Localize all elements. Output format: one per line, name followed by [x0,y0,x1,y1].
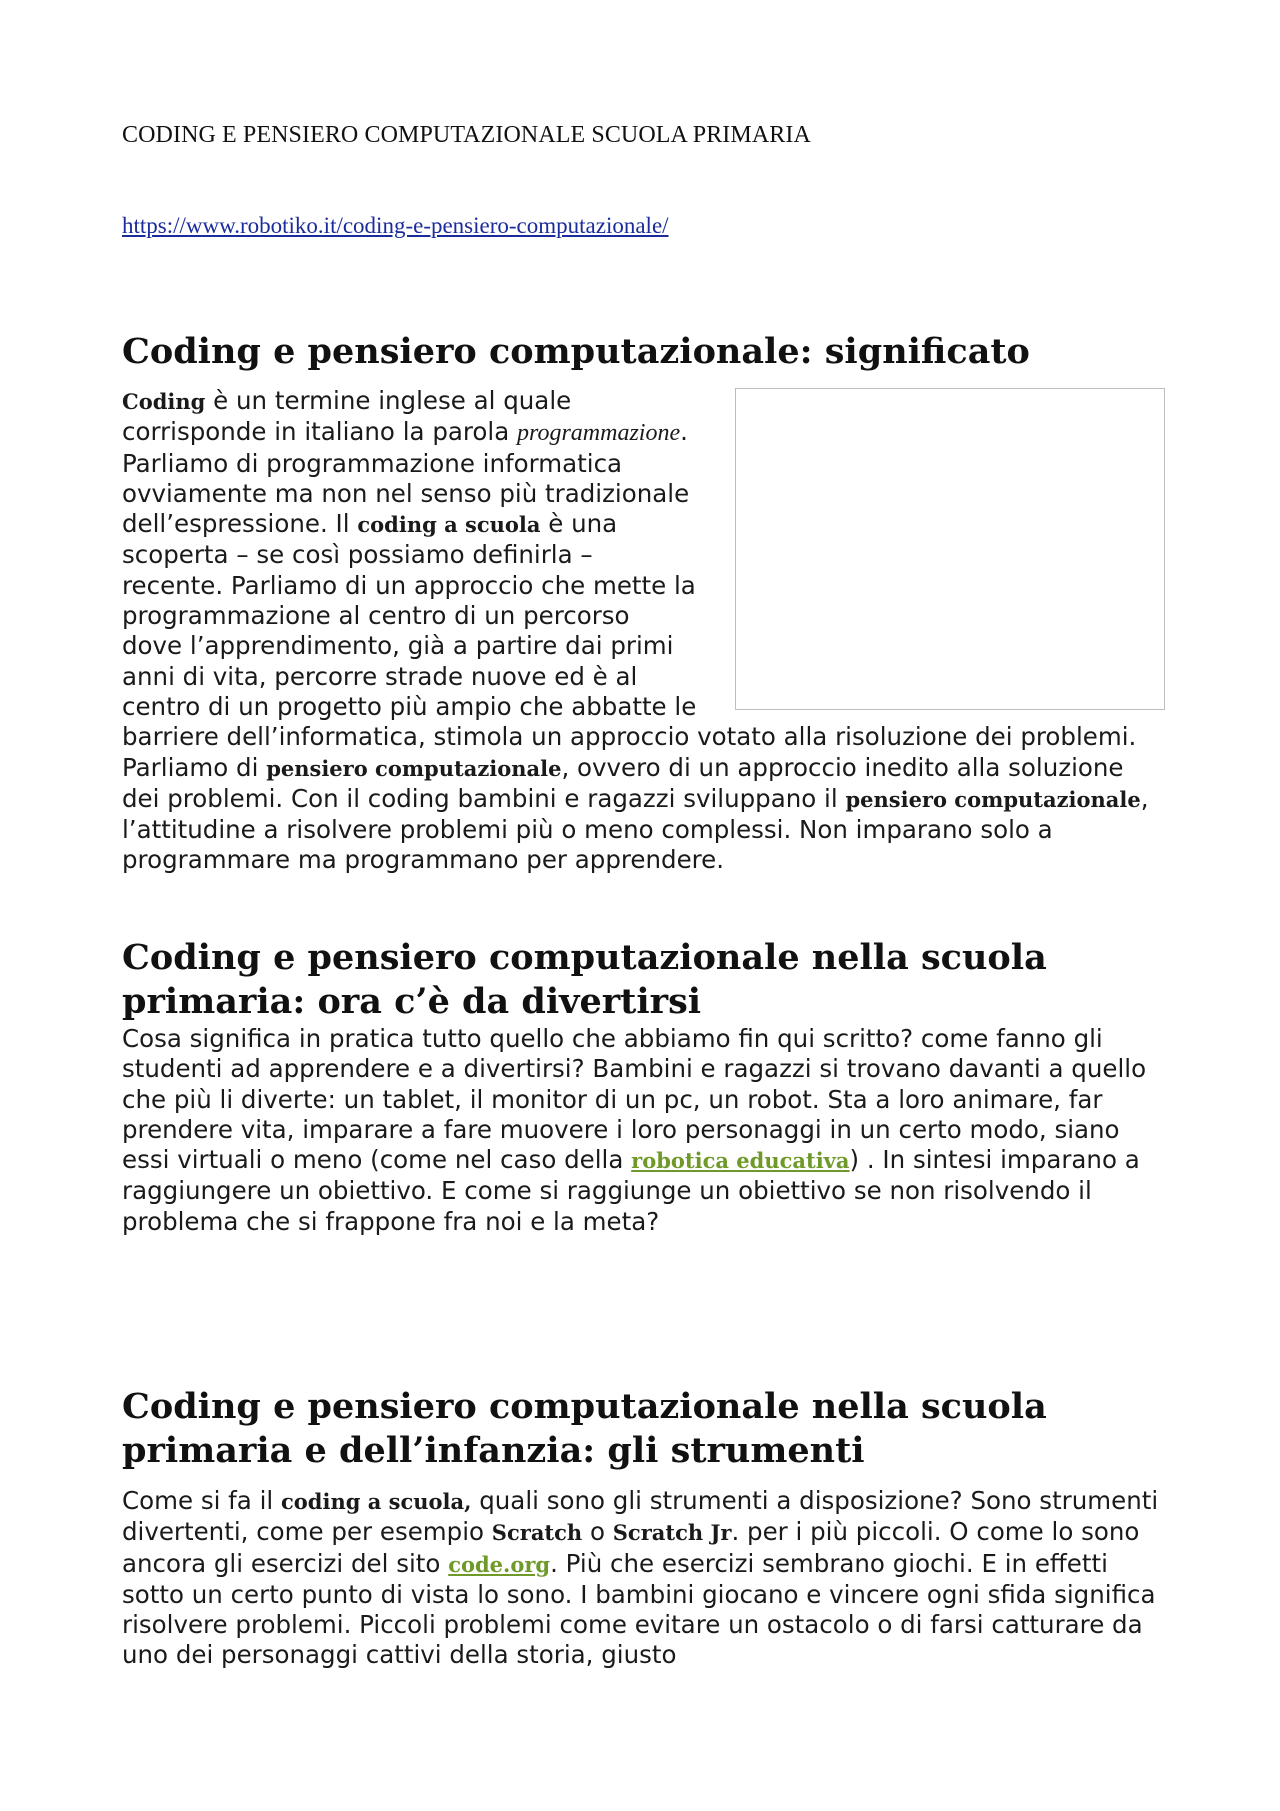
section1-heading: Coding e pensiero computazionale: significato [122,331,1030,372]
section1-paragraph [122,386,1165,876]
text-span: . Parliamo di programmazione informatica ovviamente ma non nel senso più tradizionale dell’espressione. Il [122,417,690,539]
document-title: CODING E PENSIERO COMPUTAZIONALE SCUOLA PRIMARIA [122,122,811,148]
kw-scratch-jr: Scratch Jr [612,1520,732,1546]
text-span: o [582,1517,613,1547]
text-span: . per i più piccoli. O come lo sono ancora gli esercizi del sito [122,1517,1140,1578]
code-org-link[interactable]: code.org [448,1551,551,1577]
kw-coding-a-scuola: coding a scuola, [281,1489,472,1514]
text-span: . Più che esercizi sembrano giochi. E in effetti sotto un certo punto di vista lo sono. I bambini giocano e vincere ogni sfida significa risolvere problemi. Piccoli problemi come evitare un ostacolo o di farsi catturare da uno dei personaggi cattivi della storia, giusto [122,1548,1156,1670]
section3-paragraph [122,1486,1165,1671]
text-span: è una scoperta – se così possiamo definirla – recente. Parliamo di un approccio che mette la programmazione al centro di un percorso dove l’apprendimento, già a partire dai primi anni di vita, percorre strade nuove ed è al centro di un progetto più ampio che abbatte le barriere dell’informatica, stimola un approccio votato alla risoluzione dei problemi. Parliamo di [122,509,1137,782]
text-span: , ovvero di un approccio inedito alla soluzione dei problemi. Con il coding bambini e ragazzi sviluppano il [122,752,1124,813]
section2-heading: Coding e pensiero computazionale nella scuola primaria: ora c’è da divertirsi [122,937,1047,1022]
text-span: Cosa significa in pratica tutto quello che abbiamo fin qui scritto? come fanno gli studenti ad apprendere e a divertirsi? Bambini e ragazzi si trovano davanti a quello che più li diverte: un tablet, il monitor di un pc, un robot. Sta a loro animare, far prendere vita, imparare a fare muovere i loro personaggi in un certo modo, siano essi virtuali o meno (come nel caso della [122,1024,1147,1175]
section2-paragraph [122,1024,1165,1237]
robotica-educativa-link[interactable]: robotica educativa [631,1148,850,1174]
kw-pensiero-computazionale: pensiero computazionale [845,786,1141,812]
kw-coding-a-scuola: coding a scuola [357,512,541,538]
text-span: quali sono gli strumenti a disposizione? Sono strumenti divertenti, come per esempio [122,1486,1159,1547]
section3-heading: Coding e pensiero computazionale nella scuola primaria e dell’infanzia: gli strumenti [122,1386,1047,1471]
image-placeholder [735,388,1165,710]
text-span: ) . In sintesi imparano a raggiungere un obiettivo. E come si raggiunge un obiettivo se non risolvendo il problema che si frappone fra noi e la meta? [122,1145,1140,1236]
text-span: è un termine inglese al quale corrisponde in italiano la parola [122,386,572,447]
kw-scratch: Scratch [491,1520,583,1546]
text-span: Come si fa il [122,1486,282,1515]
kw-pensiero-computazionale: pensiero computazionale [266,755,562,781]
source-url-link[interactable]: https://www.robotiko.it/coding-e-pensiero-computazionale/ [122,213,669,238]
kw-programmazione: programmazione [517,420,681,447]
text-span: , l’attitudine a risolvere problemi più o meno complessi. Non imparano solo a programmare ma programmano per apprendere. [122,783,1149,875]
kw-coding: Coding [122,389,206,414]
